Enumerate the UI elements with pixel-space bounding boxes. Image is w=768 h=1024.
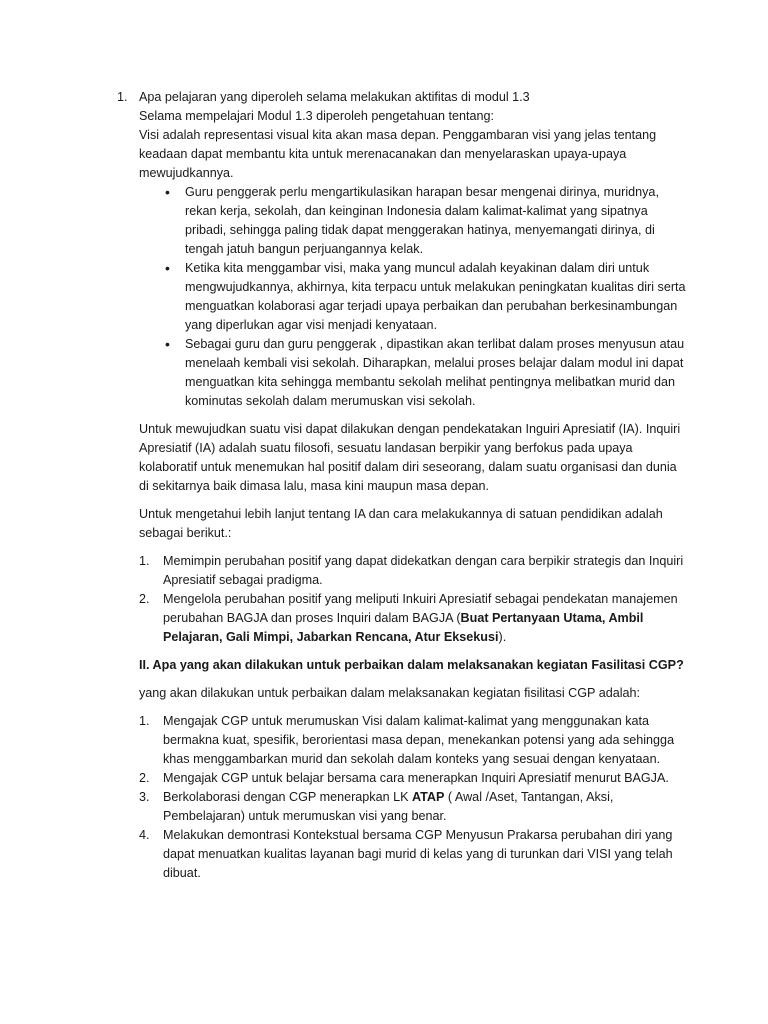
question-2-intro: yang akan dilakukan untuk perbaikan dalam melaksanakan kegiatan fisilitasi CGP adalah:: [139, 686, 641, 700]
improvement-numbered-list: [139, 712, 688, 883]
ia-numbered-list: [139, 552, 688, 647]
list-item: [139, 590, 688, 647]
text-segment: Berkolaborasi dengan CGP menerapkan LK: [163, 790, 412, 804]
question-1-number: 1.: [117, 90, 128, 104]
bullet-item: • Sebagai guru dan guru penggerak , dipastikan akan terlibat dalam proses menyusun atau menelaah kembali visi sekolah. Diharapkan, melalui proses belajar dalam modul ini dapat menguatkan kita sehingga membantu sekolah melihat pentingnya melibatkan murid dan kominutas sekolah dalam merumuskan visi sekolah.: [165, 335, 688, 411]
list-item-text: Memimpin perubahan positif yang dapat didekatkan dengan cara berpikir strategis dan Inquiri Apresiatif sebagai pradigma.: [163, 554, 684, 587]
atap-bold: ATAP: [412, 790, 445, 804]
list-item: [139, 712, 688, 769]
question-1-title: Apa pelajaran yang diperoleh selama melakukan aktifitas di modul 1.3: [139, 90, 530, 104]
text-segment: ( Awal /Aset, Tantangan, Aksi, Pembelajaran) untuk merumuskan visi yang benar.: [163, 790, 614, 823]
bullet-item: • Guru penggerak perlu mengartikulasikan harapan besar mengenai dirinya, muridnya, rekan kerja, sekolah, dan keinginan Indonesia dalam kalimat-kalimat yang sipatnya pribadi, sehingga paling tidak dapat menggerakan hatinya, menyemangati dirinya, di tengah jatuh bangun perjuangannya kelak.: [165, 183, 688, 259]
ia-more-paragraph: Untuk mengetahui lebih lanjut tentang IA dan cara melakukannya di satuan pendidikan adalah sebagai berikut.:: [139, 507, 663, 540]
list-item-text: Mengajak CGP untuk merumuskan Visi dalam kalimat-kalimat yang menggunakan kata bermakna kuat, spesifik, berorientasi masa depan, menekankan potensi yang ada sehingga khas menggambarkan murid dan sekolah dalam konteks yang sesuai dengan kenyataan.: [163, 714, 675, 766]
question-1-intro: Selama mempelajari Modul 1.3 diperoleh pengetahuan tentang:: [139, 109, 494, 123]
text-segment: Mengelola perubahan positif yang meliputi Inkuiri Apresiatif sebagai pendekatan manajemen perubahan BAGJA dan proses Inquiri dalam BAGJA (: [163, 592, 678, 625]
list-item-text: Mengajak CGP untuk belajar bersama cara menerapkan Inquiri Apresiatif menurut BAGJA.: [163, 771, 669, 785]
text-segment: ).: [498, 630, 507, 644]
bagja-steps-bold: Buat Pertanyaan Utama, Ambil Pelajaran, Gali Mimpi, Jabarkan Rencana, Atur Eksekusi: [163, 611, 644, 644]
vision-definition: Visi adalah representasi visual kita akan masa depan. Penggambaran visi yang jelas tentang keadaan dapat membantu kita untuk merenacanakan dan menyelaraskan upaya-upaya mewujudkannya.: [139, 128, 657, 180]
list-item-number: 1.: [139, 714, 150, 728]
vision-bullet-list: [165, 183, 688, 411]
list-item-number: 3.: [139, 790, 150, 804]
list-item-number: 2.: [139, 592, 150, 606]
bullet-item: • Ketika kita menggambar visi, maka yang muncul adalah keyakinan dalam diri untuk mengwujudkannya, akhirnya, kita terpacu untuk melakukan peningkatan kualitas diri serta menguatkan kolaborasi agar terjadi upaya perbaikan dan perubahan berkesinambungan yang diperlukan agar visi menjadi kenyataan.: [165, 259, 688, 335]
list-item: [139, 552, 688, 590]
list-item-text: Melakukan demontrasi Kontekstual bersama CGP Menyusun Prakarsa perubahan diri yang dapat menuatkan kualitas layanan bagi murid di kelas yang di turunkan dari VISI yang telah dibuat.: [163, 828, 673, 880]
list-item-number: 1.: [139, 554, 150, 568]
question-1: [117, 88, 688, 411]
list-item: [139, 826, 688, 883]
list-item-number: 2.: [139, 771, 150, 785]
question-2-heading: [139, 656, 688, 675]
list-item-text: [163, 590, 688, 647]
list-item: [139, 788, 688, 826]
list-item-text: [163, 788, 688, 826]
list-item-number: 4.: [139, 828, 150, 842]
question-2-heading-text: II. Apa yang akan dilakukan untuk perbaikan dalam melaksanakan kegiatan Fasilitasi CGP?: [139, 658, 684, 672]
list-item: [139, 769, 688, 788]
ia-paragraph: Untuk mewujudkan suatu visi dapat dilakukan dengan pendekatakan Inguiri Apresiatif (IA). Inquiri Apresiatif (IA) adalah suatu filosofi, sesuatu landasan berpikir yang berfokus pada upaya kolaboratif untuk menemukan hal positif dalam diri seseorang, dalam suatu organisasi dan dunia di sekitarnya baik dimasa lalu, masa kini maupun masa depan.: [139, 422, 681, 493]
question-1-body: [139, 88, 688, 411]
